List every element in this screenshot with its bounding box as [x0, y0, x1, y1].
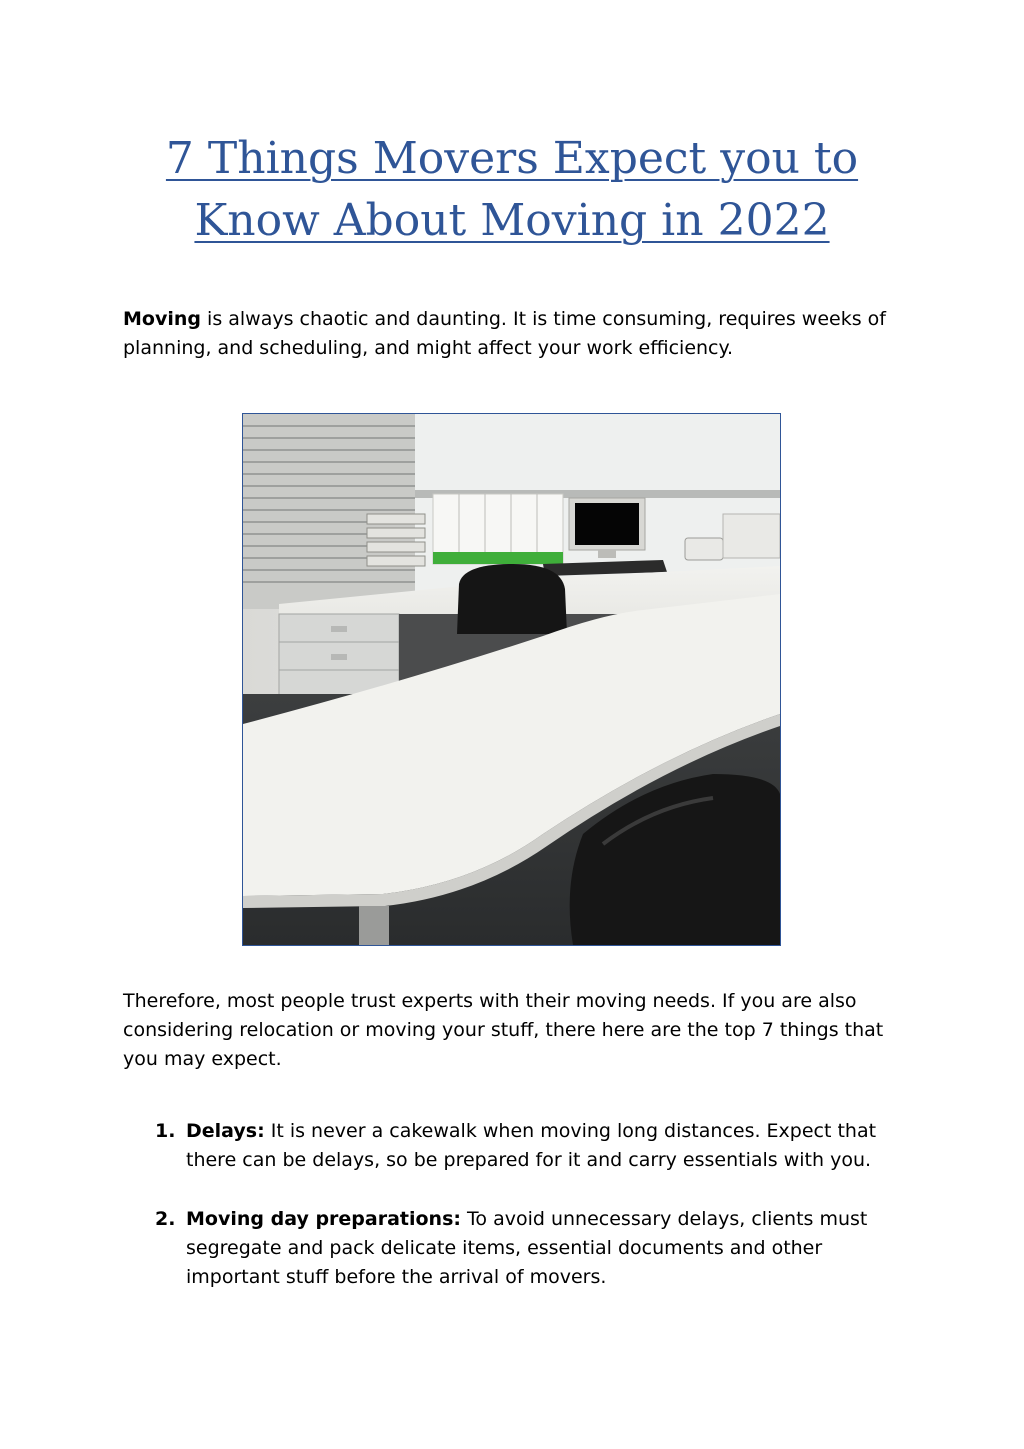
intro-paragraph: [123, 305, 913, 363]
list-heading: Moving day preparations:: [186, 1208, 461, 1230]
intro-text: is always chaotic and daunting. It is time consuming, requires weeks of planning, and scheduling, and might affect your work efficiency.: [123, 308, 886, 359]
list-number: 1.: [155, 1120, 176, 1142]
document-title: [60, 128, 964, 252]
list-item: [155, 1205, 915, 1292]
title-line-1: 7 Things Movers Expect you to: [165, 133, 859, 184]
office-desk-photo: [242, 413, 781, 946]
list-item: [155, 1117, 915, 1175]
paragraph-2: Therefore, most people trust experts with their moving needs. If you are also considering relocation or moving your stuff, there here are the top 7 things that you may expect.: [123, 990, 884, 1070]
list-text: To avoid unnecessary delays, clients must segregate and pack delicate items, essential documents and other important stuff before the arrival of movers.: [186, 1208, 868, 1288]
list-number: 2.: [155, 1208, 176, 1230]
list-heading: Delays:: [186, 1120, 265, 1142]
intro-lead: Moving: [123, 308, 201, 330]
list-text: It is never a cakewalk when moving long distances. Expect that there can be delays, so be prepared for it and carry essentials with you.: [186, 1120, 877, 1171]
title-line-2: Know About Moving in 2022: [194, 195, 830, 246]
